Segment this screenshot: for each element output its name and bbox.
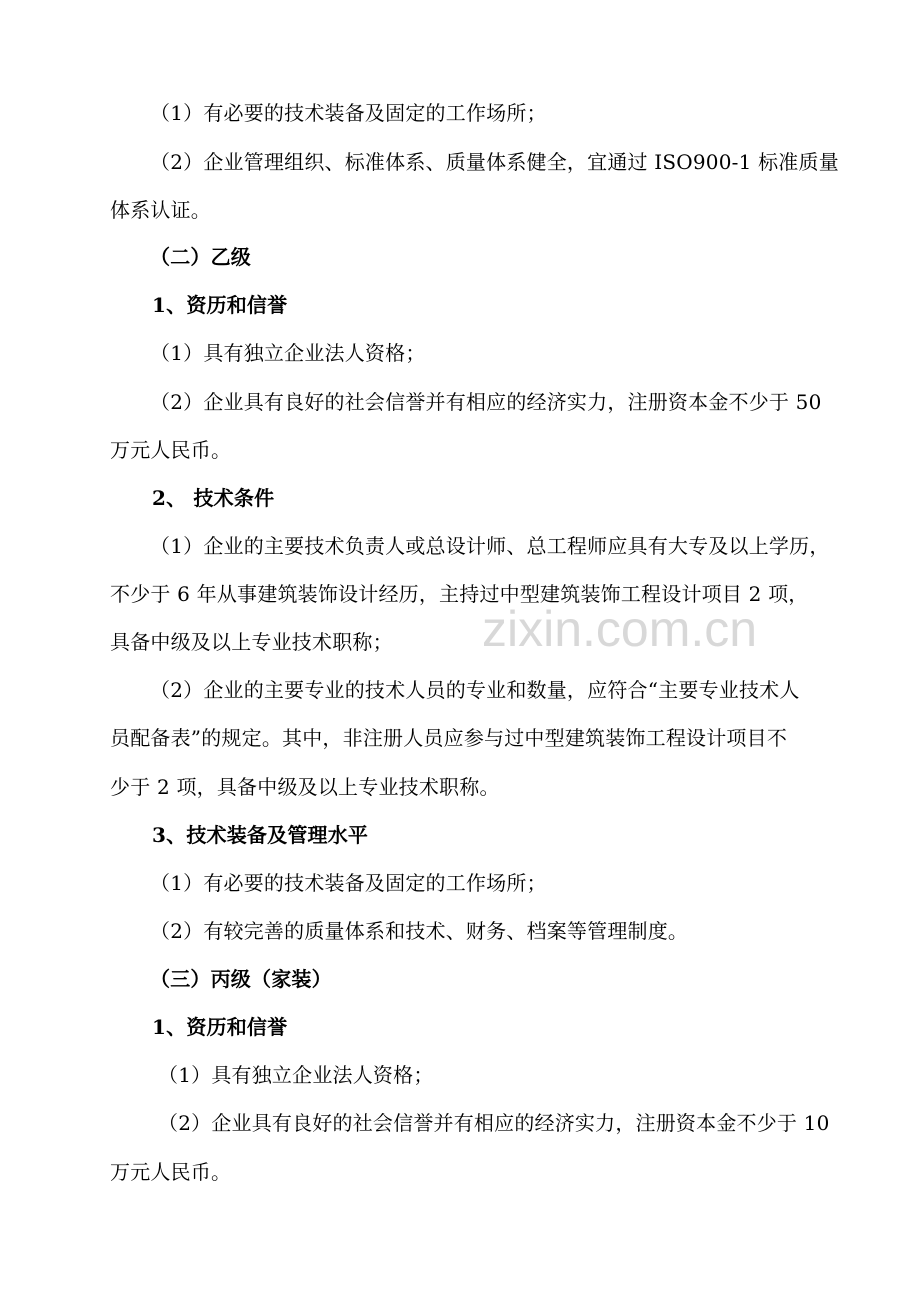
- text-line: 体系认证。: [110, 198, 211, 222]
- text-line: （1）有必要的技术装备及固定的工作场所；: [150, 101, 547, 125]
- text-line: 少于 2 项，具备中级及以上专业技术职称。: [110, 775, 500, 799]
- text-line: 万元人民币。: [110, 1160, 232, 1184]
- watermark: zixin.com.cn: [482, 601, 758, 657]
- text-line: （1）企业的主要技术负责人或总设计师、总工程师应具有大专及以上学历，: [150, 534, 830, 558]
- text-line: （2）企业具有良好的社会信誉并有相应的经济实力，注册资本金不少于 10: [158, 1111, 830, 1135]
- text-line: 员配备表”的规定。其中，非注册人员应参与过中型建筑装饰工程设计项目不: [110, 726, 788, 750]
- text-line: （1）具有独立企业法人资格；: [150, 341, 426, 365]
- text-line: （2）企业管理组织、标准体系、质量体系健全，宜通过 ISO900-1 标准质量: [150, 150, 839, 174]
- text-line: （1）有必要的技术装备及固定的工作场所；: [150, 871, 547, 895]
- text-line: （1）具有独立企业法人资格；: [158, 1063, 434, 1087]
- text-line: （2）企业具有良好的社会信誉并有相应的经济实力，注册资本金不少于 50: [150, 390, 822, 414]
- subsection-heading: 1、资历和信誉: [152, 293, 288, 317]
- subsection-heading: 2、 技术条件: [152, 486, 275, 510]
- text-line: （2）企业的主要专业的技术人员的专业和数量，应符合“主要专业技术人: [150, 678, 800, 702]
- section-heading: （二）乙级: [150, 245, 251, 269]
- text-line: （2）有较完善的质量体系和技术、财务、档案等管理制度。: [150, 919, 689, 943]
- text-line: 万元人民币。: [110, 438, 232, 462]
- text-line: 不少于 6 年从事建筑装饰设计经历，主持过中型建筑装饰工程设计项目 2 项，: [110, 582, 809, 606]
- subsection-heading: 1、资历和信誉: [152, 1015, 288, 1039]
- text-line: 具备中级及以上专业技术职称；: [110, 630, 393, 654]
- section-heading: （三）丙级（家装）: [150, 967, 332, 991]
- subsection-heading: 3、技术装备及管理水平: [152, 823, 369, 847]
